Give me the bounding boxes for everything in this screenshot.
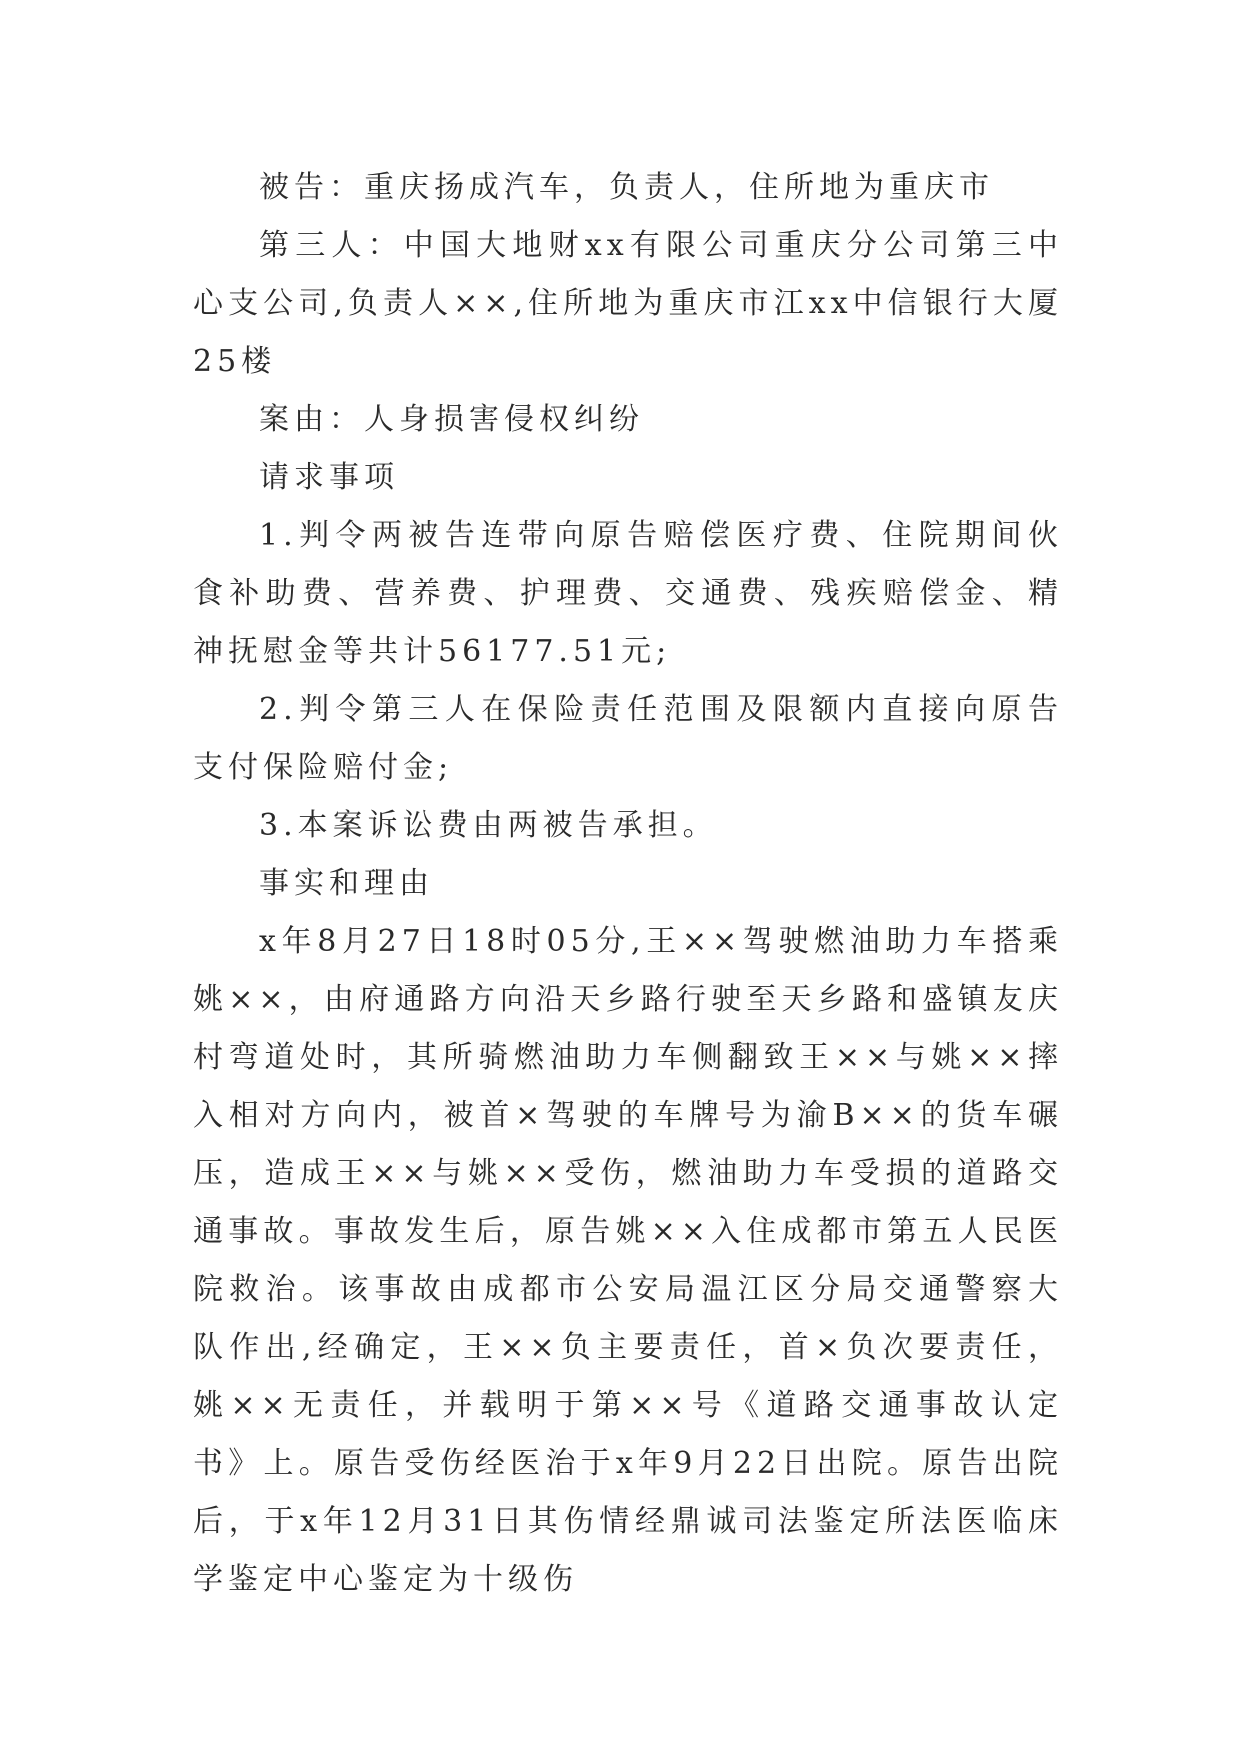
facts-heading: 事实和理由 xyxy=(259,866,434,901)
facts-paragraph: x年8月27日18时05分,王××驾驶燃油助力车搭乘姚××，由府通路方向沿天乡路行驶至天乡路和盛镇友庆村弯道处时，其所骑燃油助力车侧翻致王××与姚××摔入相对方向内，被首×驾驶的车牌号为渝B××的货车碾压，造成王××与姚××受伤，燃油助力车受损的道路交通事故。事故发生后，原告姚××入住成都市第五人民医院救治。该事故由成都市公安局温江区分局交通警察大队作出,经确定，王××负主要责任，首×负次要责任，姚××无责任，并载明于第××号《道路交通事故认定书》上。原告受伤经医治于x年9月22日出院。原告出院后，于x年12月31日其伤情经鼎诚司法鉴定所法医临床学鉴定中心鉴定为十级伤 xyxy=(193,924,1063,1597)
defendant-paragraph: 被告：重庆扬成汽车，负责人，住所地为重庆市 xyxy=(259,170,994,205)
cause-of-action-paragraph: 案由：人身损害侵权纠纷 xyxy=(259,402,644,437)
claim-item-2: 2.判令第三人在保险责任范围及限额内直接向原告支付保险赔付金; xyxy=(193,692,1063,785)
claim-item-3: 3.本案诉讼费由两被告承担。 xyxy=(259,808,718,843)
document-body xyxy=(193,159,1063,1609)
claims-heading: 请求事项 xyxy=(259,460,399,495)
third-party-paragraph: 第三人：中国大地财xx有限公司重庆分公司第三中心支公司,负责人××,住所地为重庆市江xx中信银行大厦25楼 xyxy=(193,228,1063,379)
claim-item-1: 1.判令两被告连带向原告赔偿医疗费、住院期间伙食补助费、营养费、护理费、交通费、残疾赔偿金、精神抚慰金等共计56177.51元; xyxy=(193,518,1063,669)
